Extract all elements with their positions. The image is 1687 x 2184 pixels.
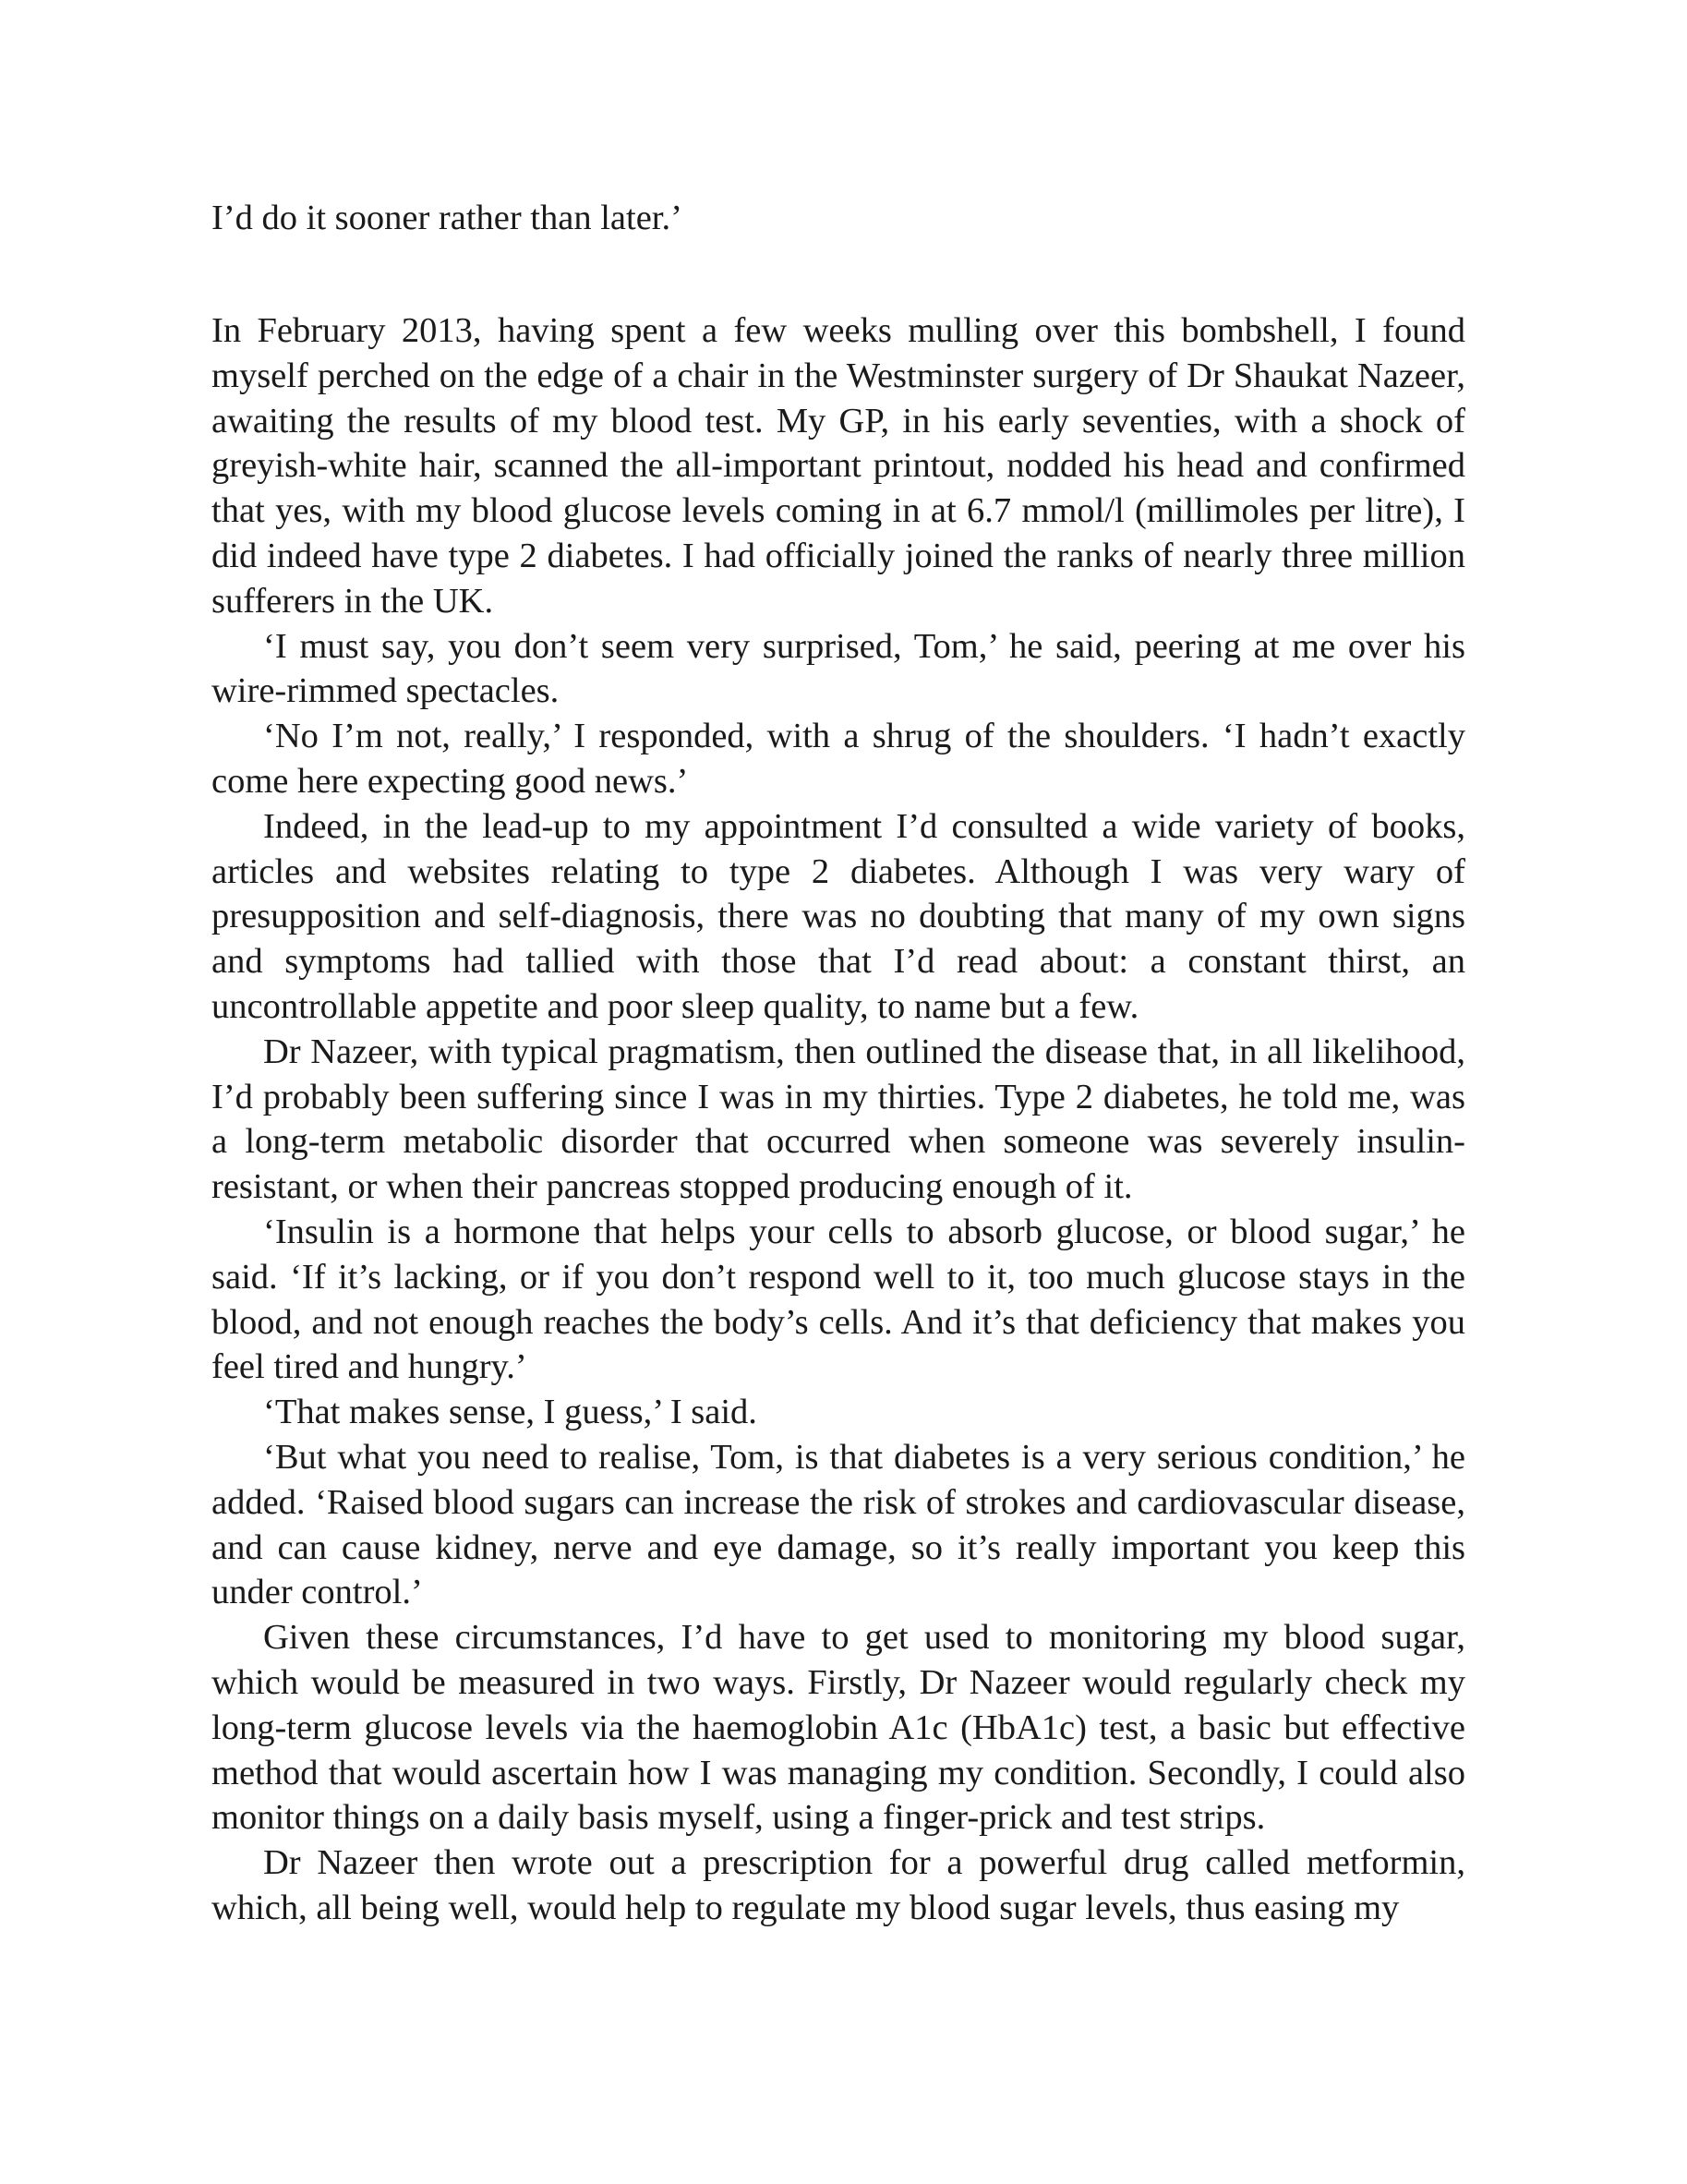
- paragraph-5: Dr Nazeer, with typical pragmatism, then outlined the disease that, in all likelihood, I’d probably been suffering since I was in my thirties. Type 2 diabetes, he told me, was a long-term metabolic disorder that occurred when someone was severely insulin-resistant, or when their pancreas stopped producing enough of it.: [211, 1032, 1465, 1207]
- paragraph-3: ‘No I’m not, really,’ I responded, with a shrug of the shoulders. ‘I hadn’t exactly come here expecting good news.’: [211, 717, 1465, 801]
- paragraph-7: ‘That makes sense, I guess,’ I said.: [263, 1393, 757, 1432]
- paragraph-8: ‘But what you need to realise, Tom, is that diabetes is a very serious condition,’ he added. ‘Raised blood sugars can increase the risk of strokes and cardiovascular disease, and can cause kidney, nerve and eye damage, so it’s really important you keep this under control.’: [211, 1437, 1465, 1612]
- paragraph-2: ‘I must say, you don’t seem very surprised, Tom,’ he said, peering at me over his wire-rimmed spectacles.: [211, 626, 1465, 711]
- paragraph-1: In February 2013, having spent a few weeks mulling over this bombshell, I found myself perched on the edge of a chair in the Westminster surgery of Dr Shaukat Nazeer, awaiting the results of my blood test. My GP, in his early seventies, with a shock of greyish-white hair, scanned the all-important printout, nodded his head and confirmed that yes, with my blood glucose levels coming in at 6.7 mmol/l (millimoles per litre), I did indeed have type 2 diabetes. I had officially joined the ranks of nearly three million sufferers in the UK.: [211, 311, 1465, 621]
- paragraph-6: ‘Insulin is a hormone that helps your cells to absorb glucose, or blood sugar,’ he said. ‘If it’s lacking, or if you don’t respond well to it, too much glucose stays in the blood, and not enough reaches the body’s cells. And it’s that deficiency that makes you feel tired and hungry.’: [211, 1212, 1465, 1387]
- paragraph-4: Indeed, in the lead-up to my appointment I’d consulted a wide variety of books, articles and websites relating to type 2 diabetes. Although I was very wary of presupposition and self-diagnosis, there was no doubting that many of my own signs and symptoms had tallied with those that I’d read about: a constant thirst, an uncontrollable appetite and poor sleep quality, to name but a few.: [211, 806, 1465, 1026]
- paragraph-9: Given these circumstances, I’d have to get used to monitoring my blood sugar, which would be measured in two ways. Firstly, Dr Nazeer would regularly check my long-term glucose levels via the haemoglobin A1c (HbA1c) test, a basic but effective method that would ascertain how I was managing my condition. Secondly, I could also monitor things on a daily basis myself, using a finger-prick and test strips.: [211, 1618, 1465, 1838]
- opening-line: I’d do it sooner rather than later.’: [211, 199, 682, 237]
- paragraph-10: Dr Nazeer then wrote out a prescription for a powerful drug called metformin, which, all being well, would help to regulate my blood sugar levels, thus easing my: [211, 1843, 1465, 1927]
- opening-line-block: [211, 196, 1465, 241]
- body-text: [211, 308, 1465, 1931]
